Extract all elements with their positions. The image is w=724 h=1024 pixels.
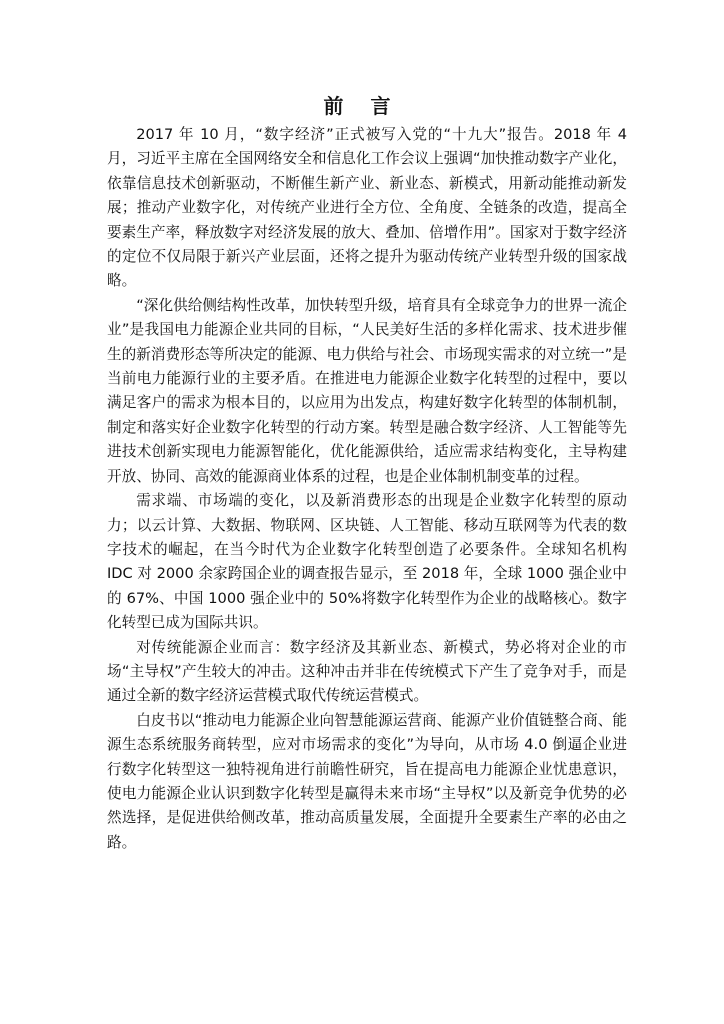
paragraph-3: 需求端、市场端的变化，以及新消费形态的出现是企业数字化转型的原动力；以云计算、大数据、物联网、区块链、人工智能、移动互联网等为代表的数字技术的崛起，在当今时代为企业数字化转型创造了必要条件。全球知名机构 IDC 对 2000 余家跨国企业的调查报告显示，至 2018 年，全球 1000 强企业中的 67%、中国 1000 强企业中的 50%将数字化转型作为企业的战略核心。数字化转型已成为国际共识。	[107, 492, 627, 632]
paragraph-5: 白皮书以“推动电力能源企业向智慧能源运营商、能源产业价值链整合商、能源生态系统服务商转型，应对市场需求的变化”为导向，从市场 4.0 倒逼企业进行数字化转型这一独特视角进行前瞻性研究，旨在提高电力能源企业忧患意识，使电力能源企业认识到数字化转型是赢得未来市场“主导权”以及新竞争优势的必然选择，是促进供给侧改革，推动高质量发展，全面提升全要素生产率的必由之路。	[107, 711, 627, 851]
paragraph-1: 2017 年 10 月，“数字经济”正式被写入党的“十九大”报告。2018 年 4 月，习近平主席在全国网络安全和信息化工作会议上强调“加快推动数字产业化，依靠信息技术创新驱动，不断催生新产业、新业态、新模式，用新动能推动新发展；推动产业数字化，对传统产业进行全方位、全角度、全链条的改造，提高全要素生产率，释放数字对经济发展的放大、叠加、倍增作用”。国家对于数字经济的定位不仅局限于新兴产业层面，还将之提升为驱动传统产业转型升级的国家战略。	[107, 126, 627, 290]
page-title: 前 言	[323, 94, 401, 118]
paragraph-2: “深化供给侧结构性改革，加快转型升级，培育具有全球竞争力的世界一流企业”是我国电力能源企业共同的目标，“人民美好生活的多样化需求、技术进步催生的新消费形态等所决定的能源、电力供给与社会、市场现实需求的对立统一”是当前电力能源行业的主要矛盾。在推进电力能源企业数字化转型的过程中，要以满足客户的需求为根本目的，以应用为出发点，构建好数字化转型的体制机制，制定和落实好企业数字化转型的行动方案。转型是融合数字经济、人工智能等先进技术创新实现电力能源智能化，优化能源供给，适应需求结构变化，主导构建开放、协同、高效的能源商业体系的过程，也是企业体制机制变革的过程。	[107, 296, 627, 485]
paragraph-4: 对传统能源企业而言：数字经济及其新业态、新模式，势必将对企业的市场“主导权”产生较大的冲击。这种冲击并非在传统模式下产生了竞争对手，而是通过全新的数字经济运营模式取代传统运营模式。	[107, 638, 627, 705]
preface-body	[107, 123, 627, 855]
